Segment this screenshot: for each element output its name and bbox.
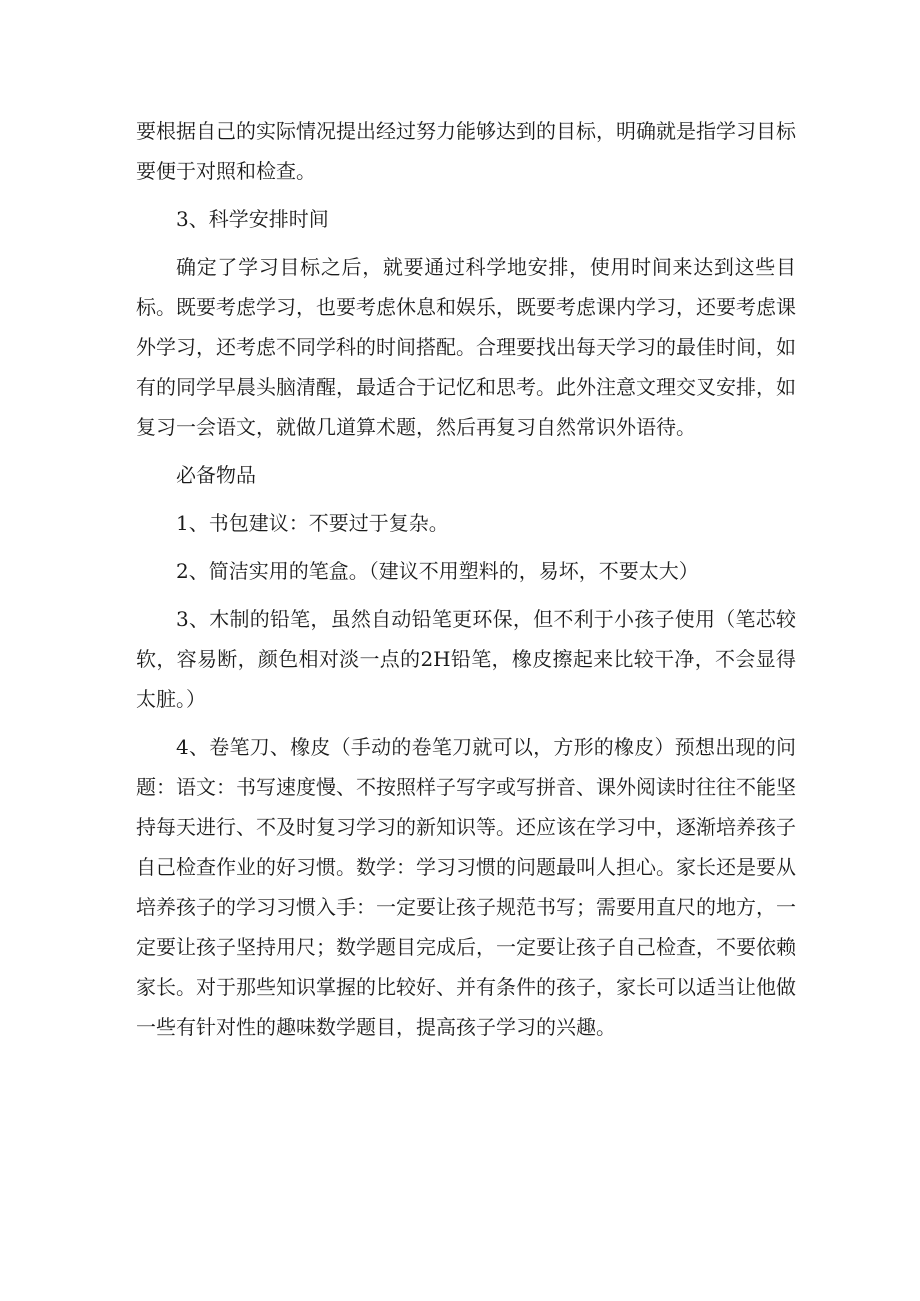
paragraph-time-arrangement: 确定了学习目标之后，就要通过科学地安排，使用时间来达到这些目标。既要考虑学习，也要考虑休息和娱乐，既要考虑课内学习，还要考虑课外学习，还考虑不同学科的时间搭配。合理要找出每天学习的最佳时间，如有的同学早晨头脑清醒，最适合于记忆和思考。此外注意文理交叉安排，如复习一会语文，就做几道算术题，然后再复习自然常识外语待。 — [136, 255, 796, 439]
heading-time-arrangement: 3、科学安排时间 — [176, 207, 329, 231]
paragraph-goal-continuation: 要根据自己的实际情况提出经过努力能够达到的目标，明确就是指学习目标要便于对照和检查。 — [136, 119, 796, 183]
list-item-schoolbag: 1、书包建议：不要过于复杂。 — [176, 511, 449, 535]
heading-essential-items: 必备物品 — [176, 463, 256, 487]
list-item-pencil: 3、木制的铅笔，虽然自动铅笔更环保，但不利于小孩子使用（笔芯较软，容易断，颜色相对淡一点的2H铅笔，橡皮擦起来比较干净，不会显得太脏。） — [136, 607, 796, 711]
list-item-pencil-case: 2、简洁实用的笔盒。（建议不用塑料的，易坏，不要太大） — [176, 559, 699, 583]
list-item-sharpener-eraser: 4、卷笔刀、橡皮（手动的卷笔刀就可以，方形的橡皮）预想出现的问题：语文：书写速度慢、不按照样子写字或写拼音、课外阅读时往往不能坚持每天进行、不及时复习学习的新知识等。还应该在学习中，逐渐培养孩子自己检查作业的好习惯。数学：学习习惯的问题最叫人担心。家长还是要从培养孩子的学习习惯入手：一定要让孩子规范书写；需要用直尺的地方，一定要让孩子坚持用尺；数学题目完成后，一定要让孩子自己检查，不要依赖家长。对于那些知识掌握的比较好、并有条件的孩子，家长可以适当让他做一些有针对性的趣味数学题目，提高孩子学习的兴趣。 — [136, 735, 796, 1039]
document-body — [136, 111, 796, 1055]
